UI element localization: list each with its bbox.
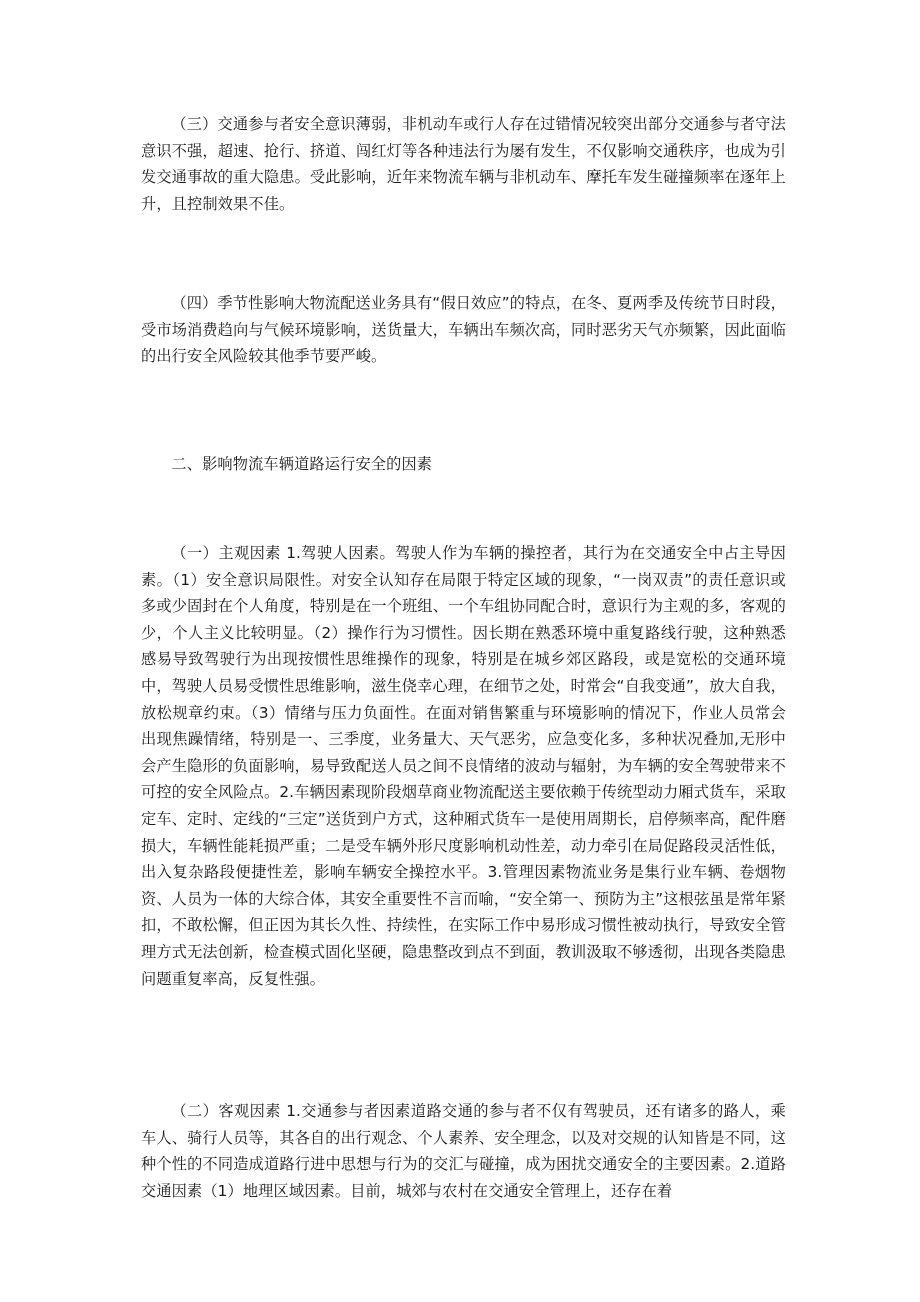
section-heading: 二、影响物流车辆道路运行安全的因素 [171,455,433,473]
paragraph-seasonal-impact: （四）季节性影响大物流配送业务具有“假日效应”的特点，在冬、夏两季及传统节日时段，受市场消费趋向与气候环境影响，送货量大，车辆出车频次高，同时恶劣天气亦频繁，因此面临的出行安全风险较其他季节要严峻。 [141,294,786,366]
paragraph-pedestrian-awareness: （三）交通参与者安全意识薄弱，非机动车或行人存在过错情况较突出部分交通参与者守法意识不强，超速、抢行、挤道、闯红灯等各种违法行为屡有发生，不仅影响交通秩序，也成为引发交通事故的重大隐患。受此影响，近年来物流车辆与非机动车、摩托车发生碰撞频率在逐年上升，且控制效果不佳。 [141,115,786,213]
paragraph-subjective-factors: （一）主观因素 1.驾驶人因素。驾驶人作为车辆的操控者，其行为在交通安全中占主导因素。（1）安全意识局限性。对安全认知存在局限于特定区域的现象，“一岗双责”的责任意识或多或少固封在个人角度，特别是在一个班组、一个车组协同配合时，意识行为主观的多，客观的少，个人主义比较明显。（2）操作行为习惯性。因长期在熟悉环境中重复路线行驶，这种熟悉感易导致驾驶行为出现按惯性思维操作的现象，特别是在城乡郊区路段，或是宽松的交通环境中，驾驶人员易受惯性思维影响，滋生侥幸心理，在细节之处，时常会“自我变通”，放大自我，放松规章约束。（3）情绪与压力负面性。在面对销售繁重与环境影响的情况下，作业人员常会出现焦躁情绪，特别是一、三季度，业务量大、天气恶劣，应急变化多，多种状况叠加,无形中会产生隐形的负面影响，易导致配送人员之间不良情绪的波动与辐射，为车辆的安全驾驶带来不可控的安全风险点。2.车辆因素现阶段烟草商业物流配送主要依赖于传统型动力厢式货车，采取定车、定时、定线的“三定”送货到户方式，这种厢式货车一是使用周期长，启停频率高，配件磨损大，车辆性能耗损严重；二是受车辆外形尺度影响机动性差，动力牵引在局促路段灵活性低，出入复杂路段便捷性差，影响车辆安全操控水平。3.管理因素物流业务是集行业车辆、卷烟物资、人员为一体的大综合体，其安全重要性不言而喻，“安全第一、预防为主”这根弦虽是常年紧扣，不敢松懈，但正因为其长久性、持续性，在实际工作中易形成习惯性被动执行，导致安全管理方式无法创新，检查模式固化坚硬，隐患整改到点不到面，教训汲取不够透彻，出现各类隐患问题重复率高，反复性强。 [141,544,786,988]
paragraph-objective-factors: （二）客观因素 1.交通参与者因素道路交通的参与者不仅有驾驶员，还有诸多的路人，乘车人、骑行人员等，其各自的出行观念、个人素养、安全理念，以及对交规的认知皆是不同，这种个性的不同造成道路行进中思想与行为的交汇与碰撞，成为困扰交通安全的主要因素。2.道路交通因素（1）地理区域因素。目前，城郊与农村在交通安全管理上，还存在着 [141,1102,786,1200]
